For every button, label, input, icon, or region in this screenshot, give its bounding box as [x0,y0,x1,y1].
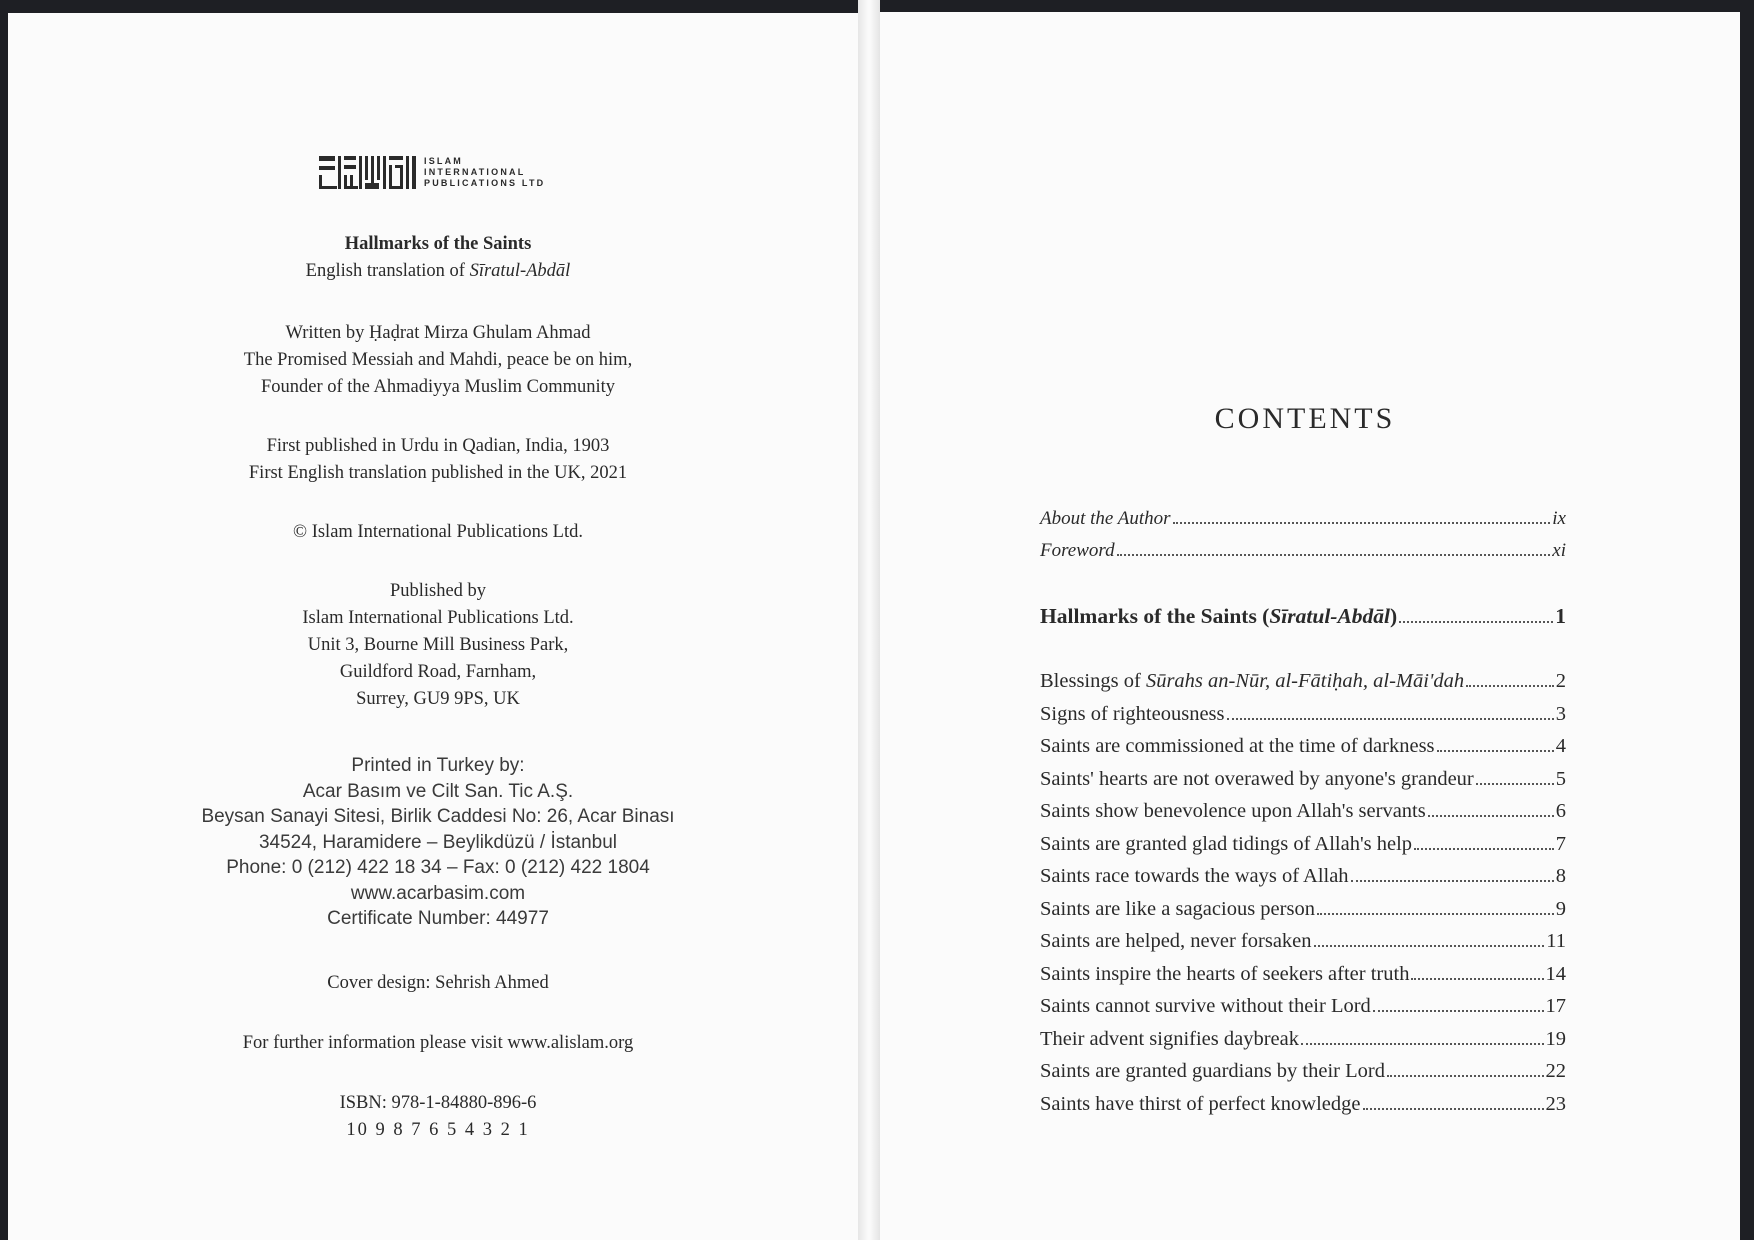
printer-line: 34524, Haramidere – Beylikdüzü / İstanbul [258,831,618,853]
toc-leader-dots [1399,621,1553,623]
contents-heading: CONTENTS [1214,402,1396,435]
toc-page-number: ix [1552,508,1566,529]
toc-row[interactable] [1040,508,1566,540]
toc-row[interactable] [1040,865,1566,898]
subtitle-prefix: English translation of [305,261,470,281]
toc-row[interactable] [1040,670,1566,703]
logo-line-1: ISLAM [424,155,463,166]
printer-line: Beysan Sanayi Sitesi, Birlik Caddesi No: 26, Acar Binası [201,806,675,827]
toc-page-number: 11 [1546,930,1566,952]
toc-row-main[interactable] [1040,604,1566,637]
toc-label-italic: Sūrahs an-Nūr, al-Fātiḥah, al-Māi'dah [1145,670,1465,692]
toc-row[interactable] [1040,963,1566,996]
copyright-page [8,13,868,1240]
toc-page-number: 17 [1545,995,1566,1017]
toc-row[interactable] [1040,1028,1566,1061]
published-by-line: Islam International Publications Ltd. [302,608,574,628]
toc-leader-dots [1437,750,1554,752]
toc-page-number: 9 [1555,897,1566,920]
further-info-line: For further information please visit www.alislam.org [242,1033,634,1053]
history-line: First published in Urdu in Qadian, India, 1903 [266,436,610,456]
front-matter-list [1040,508,1566,572]
toc-row[interactable] [1040,1060,1566,1093]
copyright-notice [8,519,868,546]
subtitle-original-title: Sīratul-Abdāl [469,261,571,281]
printer-line: Acar Basım ve Cilt San. Tic A.Ş. [302,780,574,802]
toc-label-text: Saints race towards the ways of Allah [1040,865,1349,887]
main-entry [1040,604,1566,637]
toc-label [1040,833,1412,856]
copyright-line: © Islam International Publications Ltd. [293,522,583,542]
toc-label: About the Author [1040,508,1171,529]
toc-leader-dots [1373,1010,1544,1012]
published-by-line: Guildford Road, Farnham, [339,662,537,682]
toc-label: Foreword [1040,540,1115,561]
toc-row[interactable] [1040,995,1566,1028]
toc-label [1040,963,1409,986]
toc-row[interactable] [1040,833,1566,866]
publisher-logo [318,153,545,191]
printer-line: Certificate Number: 44977 [327,908,549,929]
toc-label-text: Their advent signifies daybreak [1040,1027,1300,1050]
toc-label-text: Saints are commissioned at the time of darkness [1040,735,1435,757]
toc-label-text: Saints show benevolence upon Allah's servants [1040,800,1426,822]
author-line: Founder of the Ahmadiyya Muslim Community [260,377,616,397]
toc-page-number: 6 [1555,800,1566,822]
cover-design-line: Cover design: Sehrish Ahmed [327,973,549,993]
further-info [8,1030,868,1057]
toc-label-text: Saints' hearts are not overawed by anyone's grandeur [1040,767,1474,790]
toc-leader-dots [1414,848,1554,850]
toc-leader-dots [1117,554,1551,556]
toc-label [1040,670,1464,693]
toc-label [1040,865,1349,888]
history-line: First English translation published in the UK, 2021 [248,463,628,483]
toc-leader-dots [1314,945,1545,947]
toc-page-number: 19 [1545,1027,1566,1050]
toc-label [1040,768,1474,791]
printer-line: Phone: 0 (212) 422 18 34 – Fax: 0 (212) 422 1804 [226,857,650,878]
toc-leader-dots [1411,978,1543,980]
toc-leader-dots [1363,1108,1544,1110]
printer-line: www.acarbasim.com [350,882,526,904]
author-block [8,320,868,401]
publisher-logo-mark [318,153,418,191]
isbn: ISBN: 978-1-84880-896-6 [339,1093,537,1113]
publisher-logo-text [424,156,545,189]
print-line: 10 9 8 7 6 5 4 3 2 1 [346,1120,530,1140]
publication-history [8,433,868,487]
toc-page-number: 4 [1555,735,1566,757]
toc-label [1040,1093,1361,1116]
book-subtitle [8,258,868,285]
toc-page-number: 5 [1555,767,1566,790]
toc-label-text: Saints are granted guardians by their Lord [1040,1060,1385,1082]
toc-leader-dots [1387,1075,1544,1077]
toc-row[interactable] [1040,703,1566,736]
toc-label [1040,735,1435,758]
toc-label [1040,703,1225,726]
main-label-italic: Sīratul-Abdāl [1269,604,1391,628]
toc-row[interactable] [1040,930,1566,963]
logo-line-3: PUBLICATIONS LTD [424,177,546,188]
chapter-list [1040,670,1566,1125]
toc-leader-dots [1466,685,1554,687]
contents-page [870,12,1740,1240]
toc-row[interactable] [1040,898,1566,931]
toc-leader-dots [1428,815,1554,817]
toc-leader-dots [1317,913,1554,915]
book-title: Hallmarks of the Saints [344,234,532,254]
author-line: Written by Ḥaḍrat Mirza Ghulam Ahmad [285,323,591,343]
toc-label-text: Saints cannot survive without their Lord [1040,995,1371,1017]
toc-page-number: 2 [1555,670,1566,692]
toc-row[interactable] [1040,540,1566,572]
toc-label [1040,1060,1385,1083]
printer-line: Printed in Turkey by: [351,755,525,776]
published-by-block [8,578,868,713]
toc-label [1040,898,1315,921]
toc-label-text: Saints inspire the hearts of seekers after truth [1040,962,1410,985]
toc-page-number: 3 [1555,702,1566,725]
published-by-line: Unit 3, Bourne Mill Business Park, [307,635,569,655]
published-by-line: Surrey, GU9 9PS, UK [356,689,520,709]
toc-row[interactable] [1040,735,1566,768]
toc-row[interactable] [1040,1093,1566,1126]
author-line: The Promised Messiah and Mahdi, peace be on him, [243,350,633,370]
toc-label [1040,604,1397,629]
toc-label-text: Saints are granted glad tidings of Allah's help [1040,832,1413,855]
toc-leader-dots [1351,880,1554,882]
toc-leader-dots [1173,522,1551,524]
cover-design [8,970,868,997]
toc-page-number: 8 [1555,865,1566,887]
title-block [8,231,868,285]
toc-row[interactable] [1040,800,1566,833]
logo-line-2: INTERNATIONAL [424,166,526,177]
toc-page-number: 7 [1555,832,1566,855]
toc-page-number: 14 [1545,962,1566,985]
toc-leader-dots [1476,783,1554,785]
toc-page-number: xi [1552,540,1566,561]
toc-label-text: Saints have thirst of perfect knowledge [1040,1092,1361,1115]
toc-page-number: 1 [1555,604,1566,628]
main-label-suffix: ) [1390,604,1398,628]
toc-label [1040,1028,1299,1051]
published-by-line: Published by [389,581,487,601]
toc-label [1040,800,1426,823]
toc-page-number: 23 [1545,1092,1566,1115]
toc-label-text: Saints are helped, never forsaken [1040,930,1312,952]
toc-row[interactable] [1040,768,1566,801]
toc-page-number: 22 [1545,1060,1566,1082]
toc-leader-dots [1227,718,1554,720]
toc-label-text: Signs of righteousness [1040,702,1225,725]
book-gutter [858,0,880,1240]
toc-label [1040,995,1371,1018]
toc-label [1040,930,1312,953]
printer-block [8,753,868,932]
toc-leader-dots [1301,1043,1543,1045]
toc-label-prefix: Blessings of [1040,670,1146,692]
main-label-prefix: Hallmarks of the Saints ( [1040,604,1270,628]
toc-label-text: Saints are like a sagacious person [1040,897,1315,920]
isbn-block [8,1090,868,1144]
